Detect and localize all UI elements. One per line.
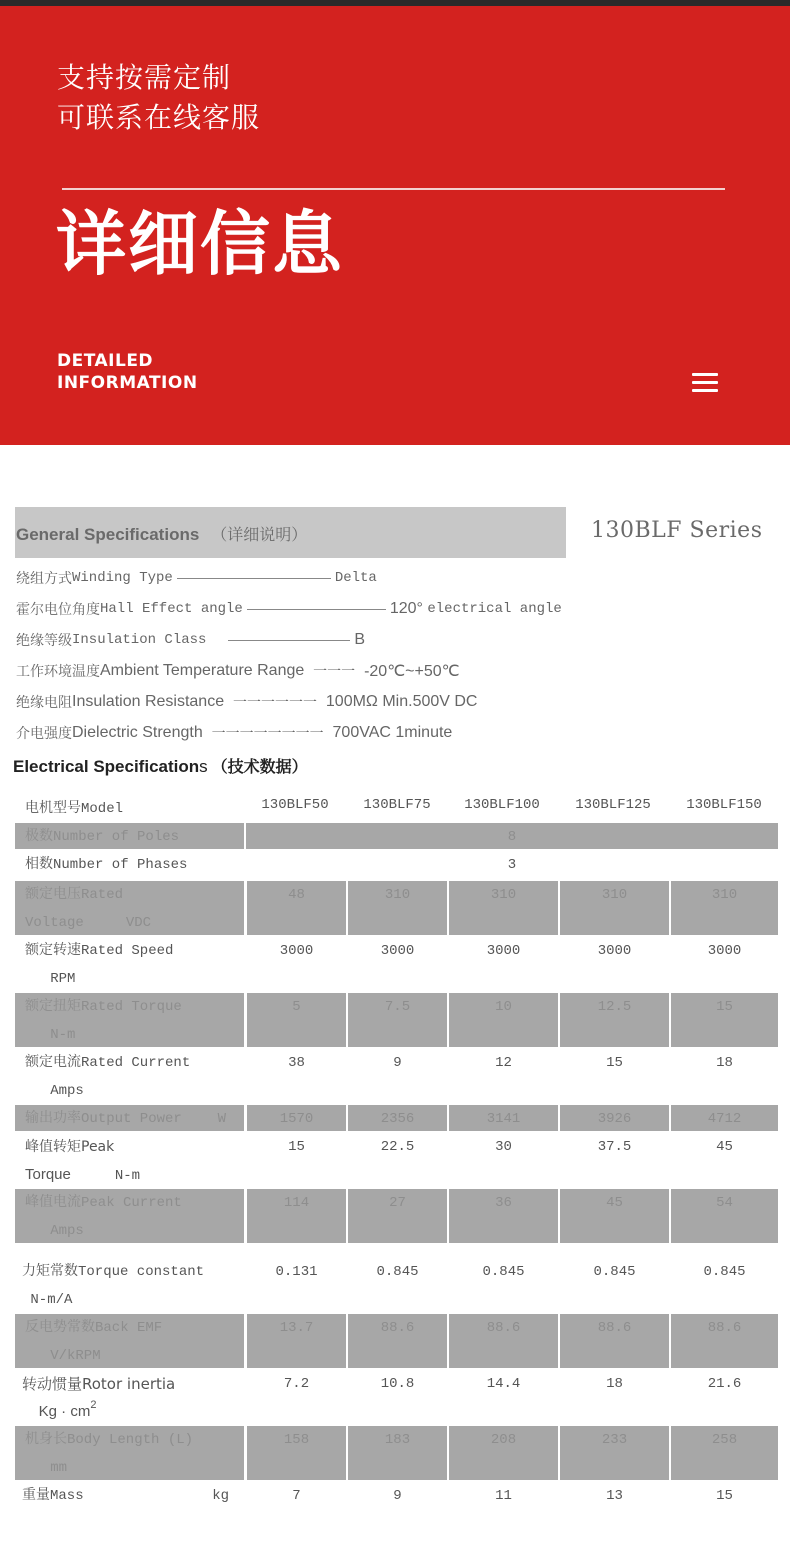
table-header-model: 130BLF100: [464, 797, 540, 813]
table-cell: 30: [495, 1139, 512, 1155]
row-label-line2: N-m: [25, 1027, 76, 1043]
table-cell: 88.6: [671, 1314, 778, 1368]
table-row-label: [15, 1189, 244, 1243]
table-cell: 54: [671, 1189, 778, 1243]
row-label-line1: 额定扭矩Rated Torque: [25, 999, 182, 1015]
table-cell: 208: [449, 1426, 558, 1480]
general-specifications-header: [15, 507, 566, 558]
table-cell: 21.6: [707, 1376, 742, 1392]
spec-value: 700VAC 1minute: [332, 724, 453, 741]
dash-leader: 一一一: [313, 664, 356, 680]
row-label-line2: Voltage VDC: [25, 915, 152, 931]
row-label-line2: Amps: [25, 1223, 84, 1239]
table-cell: 114: [247, 1189, 346, 1243]
table-cell: 22.5: [380, 1139, 415, 1155]
page-subtitle: [57, 350, 198, 394]
table-cell: 0.845: [703, 1264, 746, 1280]
series-name: 130BLF Series: [591, 518, 763, 543]
table-cell: 27: [348, 1189, 447, 1243]
row-label-line2: N-m/A: [22, 1292, 73, 1308]
table-row-label: [12, 1258, 241, 1312]
table-cell: 12.5: [560, 993, 669, 1047]
table-cell: 18: [716, 1055, 733, 1071]
row-label-line1: 峰值电流Peak Current: [25, 1195, 182, 1211]
table-cell: 3000: [597, 943, 632, 959]
row-label-line2: Torque N-m: [25, 1166, 141, 1184]
table-cell: 9: [393, 1055, 402, 1071]
table-cell: 158: [247, 1426, 346, 1480]
spec-value-unit: electrical angle: [427, 601, 562, 617]
row-label-line1: 额定电流Rated Current: [25, 1055, 191, 1071]
row-unit: kg: [212, 1488, 229, 1504]
leader-line: [247, 609, 386, 610]
subtitle-line-1: DETAILED: [57, 351, 154, 371]
table-cell: 15: [716, 1488, 733, 1504]
table-row-phases-label: 相数Number of Phases: [25, 857, 188, 873]
table-cell: 0.845: [482, 1264, 525, 1280]
table-cell: 2356: [348, 1105, 447, 1131]
table-cell: 15: [671, 993, 778, 1047]
row-label-line1: 额定电压Rated: [25, 887, 124, 903]
superscript: 2: [90, 1399, 97, 1411]
table-cell: 4712: [671, 1105, 778, 1131]
leader-line: [228, 640, 350, 641]
general-title-cn: （详细说明）: [211, 525, 308, 544]
spec-label-cn: 工作环境温度: [16, 664, 100, 680]
banner: [0, 6, 790, 445]
table-cell: 88.6: [560, 1314, 669, 1368]
subtitle-line-2: INFORMATION: [57, 373, 198, 393]
table-header-model: 130BLF125: [575, 797, 651, 813]
table-cell: 48: [247, 881, 346, 935]
general-specifications-title: [16, 522, 307, 545]
row-label-line1: 重量Mass kg: [22, 1482, 241, 1510]
table-cell: 12: [495, 1055, 512, 1071]
table-cell: 3000: [380, 943, 415, 959]
table-cell: 88.6: [348, 1314, 447, 1368]
general-title-en: General Specifications: [16, 525, 200, 544]
table-cell: 0.131: [275, 1264, 318, 1280]
row-unit: N-m: [114, 1168, 141, 1184]
spec-label-en: Dielectric Strength: [72, 724, 203, 741]
table-cell: 9: [393, 1488, 402, 1504]
table-cell: 15: [606, 1055, 623, 1071]
table-cell: 13.7: [247, 1314, 346, 1368]
spec-value: -20℃~+50℃: [364, 663, 460, 680]
row-label-line1: 反电势常数Back EMF: [25, 1320, 163, 1336]
table-cell: 1570: [247, 1105, 346, 1131]
table-row-label: [15, 1314, 244, 1368]
table-cell: 7.5: [348, 993, 447, 1047]
spec-value: 120°: [389, 600, 423, 617]
electrical-title-cn: （技术数据）: [211, 757, 308, 776]
hamburger-menu-icon[interactable]: [690, 371, 720, 395]
table-row-poles-label: 极数Number of Poles: [15, 823, 244, 849]
table-cell: 3141: [449, 1105, 558, 1131]
table-cell: 13: [606, 1488, 623, 1504]
table-cell: 5: [247, 993, 346, 1047]
table-cell: 310: [671, 881, 778, 935]
divider: [62, 188, 725, 190]
table-cell: 3926: [560, 1105, 669, 1131]
row-label-line1: 峰值转矩Peak: [25, 1139, 115, 1155]
table-cell: 3000: [486, 943, 521, 959]
spec-hall-effect-angle: [16, 597, 562, 621]
spec-insulation-class: [16, 628, 365, 652]
table-row-phases-value: 3: [507, 857, 517, 873]
slogan-line-1: 支持按需定制: [57, 61, 232, 94]
table-cell: 18: [606, 1376, 623, 1392]
spec-label-cn: 绕组方式: [16, 571, 72, 587]
row-label-line2: RPM: [25, 971, 76, 987]
dash-leader: 一一一一一一一一: [211, 726, 324, 742]
table-row-label: [15, 1426, 244, 1480]
table-cell: 0.845: [376, 1264, 419, 1280]
spec-value: B: [354, 631, 366, 648]
table-header-model: 130BLF50: [261, 797, 329, 813]
table-header-model: 130BLF75: [363, 797, 431, 813]
row-label-line2: mm: [25, 1460, 68, 1476]
leader-line: [177, 578, 331, 579]
table-cell: 15: [288, 1139, 305, 1155]
table-cell: 310: [560, 881, 669, 935]
table-cell: 10: [449, 993, 558, 1047]
table-row-label: [15, 881, 244, 935]
row-label-line2: V/kRPM: [25, 1348, 101, 1364]
table-cell: 36: [449, 1189, 558, 1243]
spec-label-cn: 绝缘电阻: [16, 695, 72, 711]
table-row-label: [15, 1105, 244, 1131]
electrical-specifications-title: [13, 754, 308, 777]
spec-insulation-resistance: [16, 690, 477, 714]
table-cell: 14.4: [486, 1376, 521, 1392]
row-label-line1: 转动惯量Rotor inertia: [22, 1375, 176, 1393]
table-row-label: [12, 1370, 241, 1424]
table-row-label: [15, 937, 244, 991]
table-cell: 310: [449, 881, 558, 935]
table-cell: 183: [348, 1426, 447, 1480]
table-cell: 233: [560, 1426, 669, 1480]
electrical-title-suffix: s: [199, 757, 208, 776]
table-cell: 258: [671, 1426, 778, 1480]
row-unit: W: [217, 1111, 226, 1127]
table-cell: 88.6: [449, 1314, 558, 1368]
table-row-poles-value: 8: [246, 823, 778, 849]
spec-value: 100MΩ Min.500V DC: [325, 693, 478, 710]
table-cell: 0.845: [593, 1264, 636, 1280]
spec-dielectric-strength: [16, 721, 452, 745]
spec-label-cn: 霍尔电位角度: [16, 602, 100, 618]
row-label-line1: 输出功率Output Power W: [25, 1105, 244, 1133]
spec-label-en: Insulation Class: [72, 632, 207, 648]
table-row-label: [15, 1133, 244, 1187]
spec-ambient-temperature: [16, 659, 460, 683]
row-label-line2: $Kg \cdot cm^2$: [22, 1399, 97, 1420]
spec-value: Delta: [334, 570, 377, 586]
spec-label-en: Ambient Temperature Range: [100, 662, 305, 679]
electrical-title-en: Electrical Specification: [13, 757, 200, 776]
slogan-line-2: 可联系在线客服: [57, 101, 261, 134]
row-label-line1: 机身长Body Length (L): [25, 1432, 194, 1448]
table-cell: 37.5: [597, 1139, 632, 1155]
table-cell: 310: [348, 881, 447, 935]
row-label-line1: 额定转速Rated Speed: [25, 943, 174, 959]
table-cell: 7.2: [283, 1376, 310, 1392]
spec-label-en: Insulation Resistance: [72, 693, 225, 710]
table-cell: 3000: [707, 943, 742, 959]
table-cell: 3000: [279, 943, 314, 959]
spec-label-en: Hall Effect angle: [100, 601, 243, 617]
table-cell: 7: [292, 1488, 301, 1504]
table-row-label: [15, 993, 244, 1047]
row-label-line2: Amps: [25, 1083, 84, 1099]
dash-leader: 一一一一一一: [233, 695, 317, 711]
spec-winding-type: [16, 566, 377, 590]
table-cell: 11: [495, 1488, 512, 1504]
table-row-label: [15, 1049, 244, 1103]
table-header-model-label: 电机型号Model: [25, 801, 124, 817]
table-cell: 45: [560, 1189, 669, 1243]
table-header-model: 130BLF150: [686, 797, 762, 813]
page-title: 详细信息: [56, 203, 344, 285]
table-cell: 10.8: [380, 1376, 415, 1392]
spec-label-cn: 介电强度: [16, 726, 72, 742]
spec-label-en: Winding Type: [72, 570, 173, 586]
table-cell: 38: [288, 1055, 305, 1071]
table-cell: 45: [716, 1139, 733, 1155]
table-row-label: [12, 1482, 241, 1510]
row-label-line1: 力矩常数Torque constant: [22, 1264, 205, 1280]
spec-label-cn: 绝缘等级: [16, 633, 72, 649]
